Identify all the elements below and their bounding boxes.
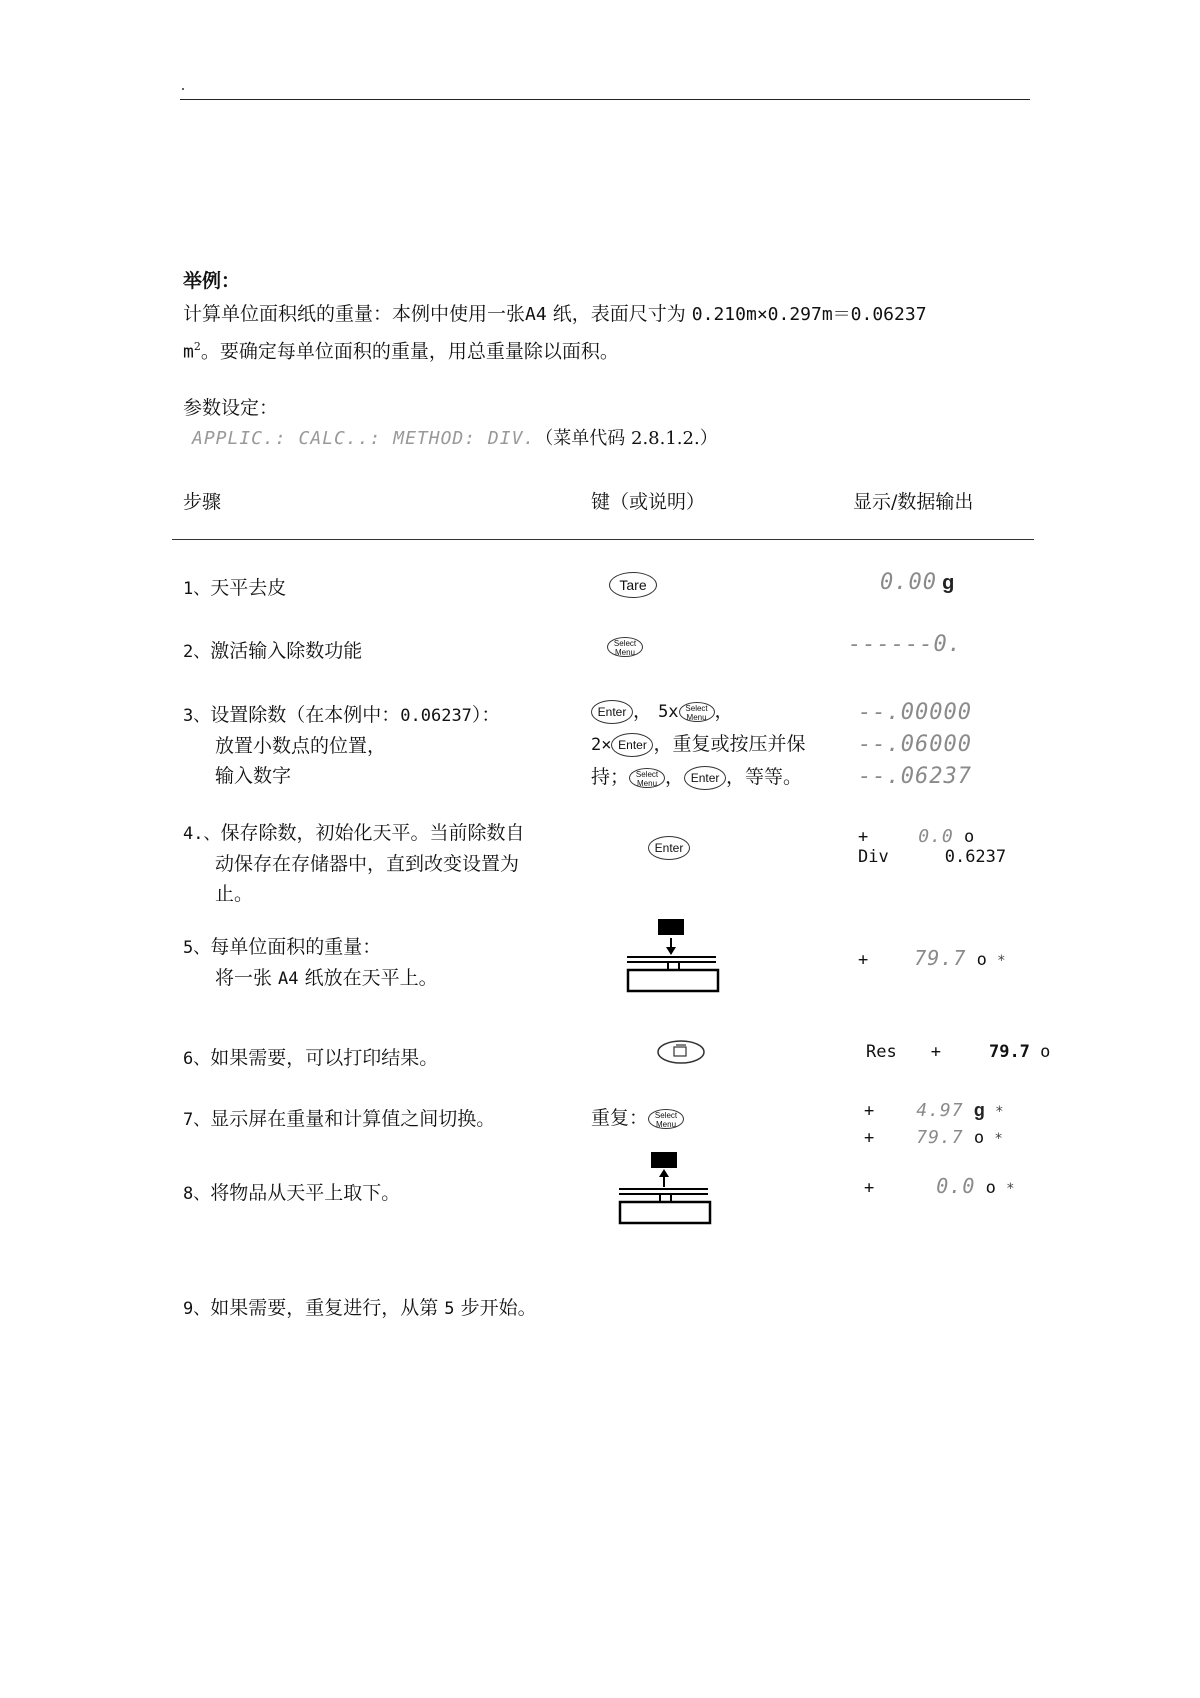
menu-path xyxy=(192,424,718,450)
top-rule xyxy=(180,99,1030,100)
step-6: 6、如果需要，可以打印结果。 xyxy=(183,1047,439,1069)
select-menu-key-icon: Select Menu xyxy=(648,1109,684,1129)
step-7-key: 重复： Select Menu xyxy=(591,1102,684,1134)
step-3: 3、设置除数（在本例中：0.06237）： 放置小数点的位置， 输入数字 xyxy=(183,704,501,787)
select-menu-key-icon: Select Menu xyxy=(629,768,665,788)
column-header-display: 显示/数据输出 xyxy=(853,491,974,513)
header-rule xyxy=(172,539,1034,540)
step-4-display: + 0.0 o Div 0.6237 xyxy=(858,826,1007,867)
step-2: 2、激活输入除数功能 xyxy=(183,640,363,662)
step-2-key xyxy=(607,636,643,657)
step-5-display: + 79.7 o * xyxy=(858,946,1006,970)
step-6-key xyxy=(656,1039,706,1069)
balance-unload-icon xyxy=(614,1150,714,1226)
column-header-key: 键（或说明） xyxy=(591,491,706,513)
step-4: 4.、保存除数，初始化天平。当前除数自 动保存在存储器中，直到改变设置为 止。 xyxy=(183,822,525,905)
step-2-display: ------0. xyxy=(848,632,962,657)
enter-key-icon: Enter xyxy=(684,766,726,790)
step-7-display: + 4.97 g * + 79.7 o * xyxy=(864,1100,1004,1148)
step-1: 1、天平去皮 xyxy=(183,577,287,599)
settings-title: 参数设定： xyxy=(183,397,279,419)
step-8: 8、将物品从天平上取下。 xyxy=(183,1182,401,1204)
page-mark xyxy=(182,88,184,90)
column-header-step: 步骤 xyxy=(183,491,222,513)
example-heading: 举例： xyxy=(183,270,241,292)
enter-key-icon: Enter xyxy=(591,700,633,724)
menu-code: （菜单代码 2.8.1.2.） xyxy=(535,428,718,449)
step-3-keys: Enter ， 5x Select Menu ， 2× Enter ，重复或按压并保 持； Select Menu ， Enter ，等等。 xyxy=(591,700,806,788)
intro-line-1: 计算单位面积纸的重量：本例中使用一张A4 纸，表面尺寸为 0.210m×0.297m＝0.06237 xyxy=(183,303,927,325)
step-4-key xyxy=(648,836,690,860)
menu-path-lcd: APPLIC.: CALC..: METHOD: DIV. xyxy=(192,428,536,449)
step-7: 7、显示屏在重量和计算值之间切换。 xyxy=(183,1108,496,1130)
intro-paragraph xyxy=(183,298,1043,368)
step-5: 5、每单位面积的重量： 将一张 A4 纸放在天平上。 xyxy=(183,936,438,989)
select-menu-key-icon: Select Menu xyxy=(607,637,643,657)
step-8-display: + 0.0 o * xyxy=(864,1174,1015,1198)
step-1-display: 0.00 g xyxy=(880,570,955,595)
step-6-display: Res + 79.7 o xyxy=(866,1042,1051,1062)
select-menu-key-icon: Select Menu xyxy=(679,702,715,722)
step-1-key xyxy=(609,572,657,598)
print-key-icon xyxy=(656,1039,706,1065)
step-9: 9、如果需要，重复进行，从第 5 步开始。 xyxy=(183,1297,537,1319)
tare-key-icon: Tare xyxy=(609,572,657,598)
balance-load-icon xyxy=(622,918,722,994)
intro-line-2: $m^2$。要确定每单位面积的重量，用总重量除以面积。 xyxy=(183,340,619,363)
enter-key-icon: Enter xyxy=(611,733,653,757)
enter-key-icon: Enter xyxy=(648,836,690,860)
step-3-displays: --.00000 --.06000 --.06237 xyxy=(858,700,972,789)
